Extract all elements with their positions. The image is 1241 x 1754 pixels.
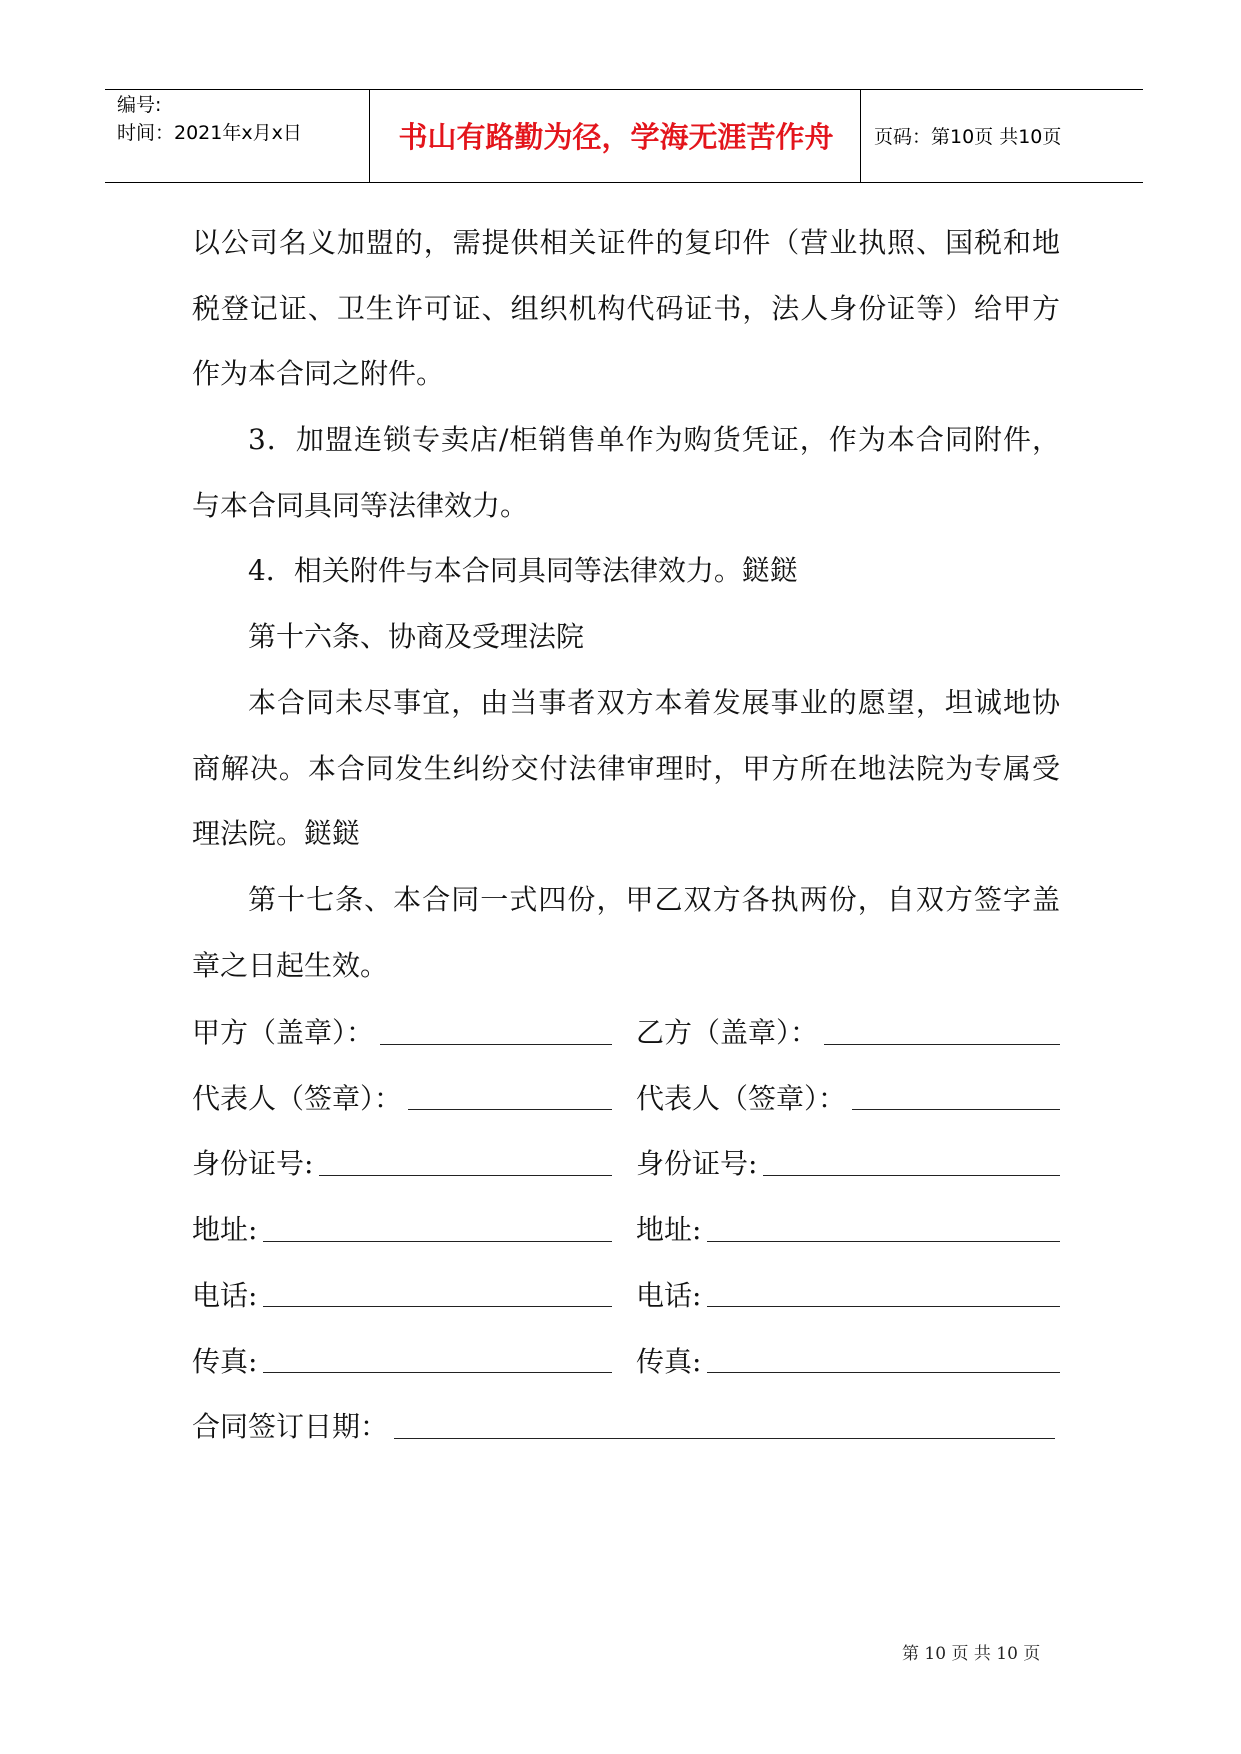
party-a-phone-field (192, 1261, 612, 1327)
signature-row-date (192, 1392, 1060, 1458)
field-label: 电话: (192, 1278, 258, 1312)
party-b-representative-field (636, 1064, 1060, 1130)
party-a-address-field (192, 1195, 612, 1261)
blank-line (408, 1083, 612, 1110)
field-label: 地址: (192, 1213, 258, 1247)
signature-row-phone (192, 1261, 1060, 1327)
body-line: 理法院。鎹鎹 (192, 817, 361, 851)
party-b-phone-field (636, 1261, 1060, 1327)
date-label: 时间：2021年x月x日 (117, 122, 302, 144)
signature-row-representative (192, 1064, 1060, 1130)
blank-line (380, 1018, 612, 1045)
field-label: 电话: (636, 1278, 702, 1312)
blank-line (763, 1149, 1060, 1176)
body-line: 章之日起生效。 (192, 948, 389, 982)
serial-number-label: 编号: (117, 94, 162, 116)
body-line: 作为本合同之附件。 (192, 357, 445, 391)
party-b-seal-field (636, 998, 1060, 1064)
signature-row-address (192, 1195, 1060, 1261)
blank-line (394, 1412, 1055, 1439)
party-b-id-number-field (636, 1130, 1060, 1196)
header-divider (369, 90, 370, 182)
field-label: 传真: (192, 1344, 258, 1378)
signature-row-fax (192, 1327, 1060, 1393)
blank-line (707, 1280, 1060, 1307)
document-body (192, 210, 1060, 1458)
blank-line (707, 1215, 1060, 1242)
blank-line (852, 1083, 1060, 1110)
body-line: 以公司名义加盟的，需提供相关证件的复印件（营业执照、国税和地 (192, 226, 1060, 259)
clause-item-3: 3．加盟连锁专卖店/柜销售单作为购货凭证，作为本合同附件， (248, 423, 1060, 457)
article-17-text: 第十七条、本合同一式四份，甲乙双方各执两份，自双方签字盖 (248, 882, 1060, 916)
body-line: 商解决。本合同发生纠纷交付法律审理时，甲方所在地法院为专属受 (192, 751, 1060, 785)
blank-line (707, 1346, 1060, 1373)
page-footer-number: 第 10 页 共 10 页 (902, 1644, 1041, 1664)
field-label: 地址: (636, 1213, 702, 1247)
party-a-id-number-field (192, 1130, 612, 1196)
blank-line (263, 1346, 612, 1373)
field-label: 代表人（签章）： (192, 1081, 403, 1115)
blank-line (319, 1149, 612, 1176)
field-label: 代表人（签章）： (636, 1081, 847, 1115)
party-a-seal-field (192, 998, 612, 1064)
party-a-fax-field (192, 1327, 612, 1393)
header-motto: 书山有路勤为径，学海无涯苦作舟 (398, 120, 834, 154)
contract-date-field (192, 1392, 1055, 1458)
body-line: 税登记证、卫生许可证、组织机构代码证书，法人身份证等）给甲方 (192, 291, 1060, 325)
party-a-representative-field (192, 1064, 612, 1130)
blank-line (263, 1215, 612, 1242)
field-label: 身份证号: (636, 1147, 758, 1181)
body-line: 本合同未尽事宜，由当事者双方本着发展事业的愿望，坦诚地协 (248, 685, 1060, 719)
field-label: 身份证号: (192, 1147, 314, 1181)
body-line: 与本合同具同等法律效力。 (192, 488, 529, 522)
field-label: 传真: (636, 1344, 702, 1378)
blank-line (824, 1018, 1060, 1045)
header-page-info: 页码：第10页 共10页 (874, 126, 1062, 148)
party-b-fax-field (636, 1327, 1060, 1393)
field-label: 甲方（盖章）： (192, 1016, 375, 1050)
blank-line (263, 1280, 612, 1307)
signature-row-seal (192, 998, 1060, 1064)
clause-item-4: 4．相关附件与本合同具同等法律效力。鎹鎹 (248, 554, 798, 588)
field-label: 合同签订日期： (192, 1410, 389, 1444)
party-b-address-field (636, 1195, 1060, 1261)
signature-row-id-number (192, 1130, 1060, 1196)
page-header (105, 89, 1143, 183)
field-label: 乙方（盖章）： (636, 1016, 819, 1050)
article-16-heading: 第十六条、协商及受理法院 (248, 620, 585, 654)
